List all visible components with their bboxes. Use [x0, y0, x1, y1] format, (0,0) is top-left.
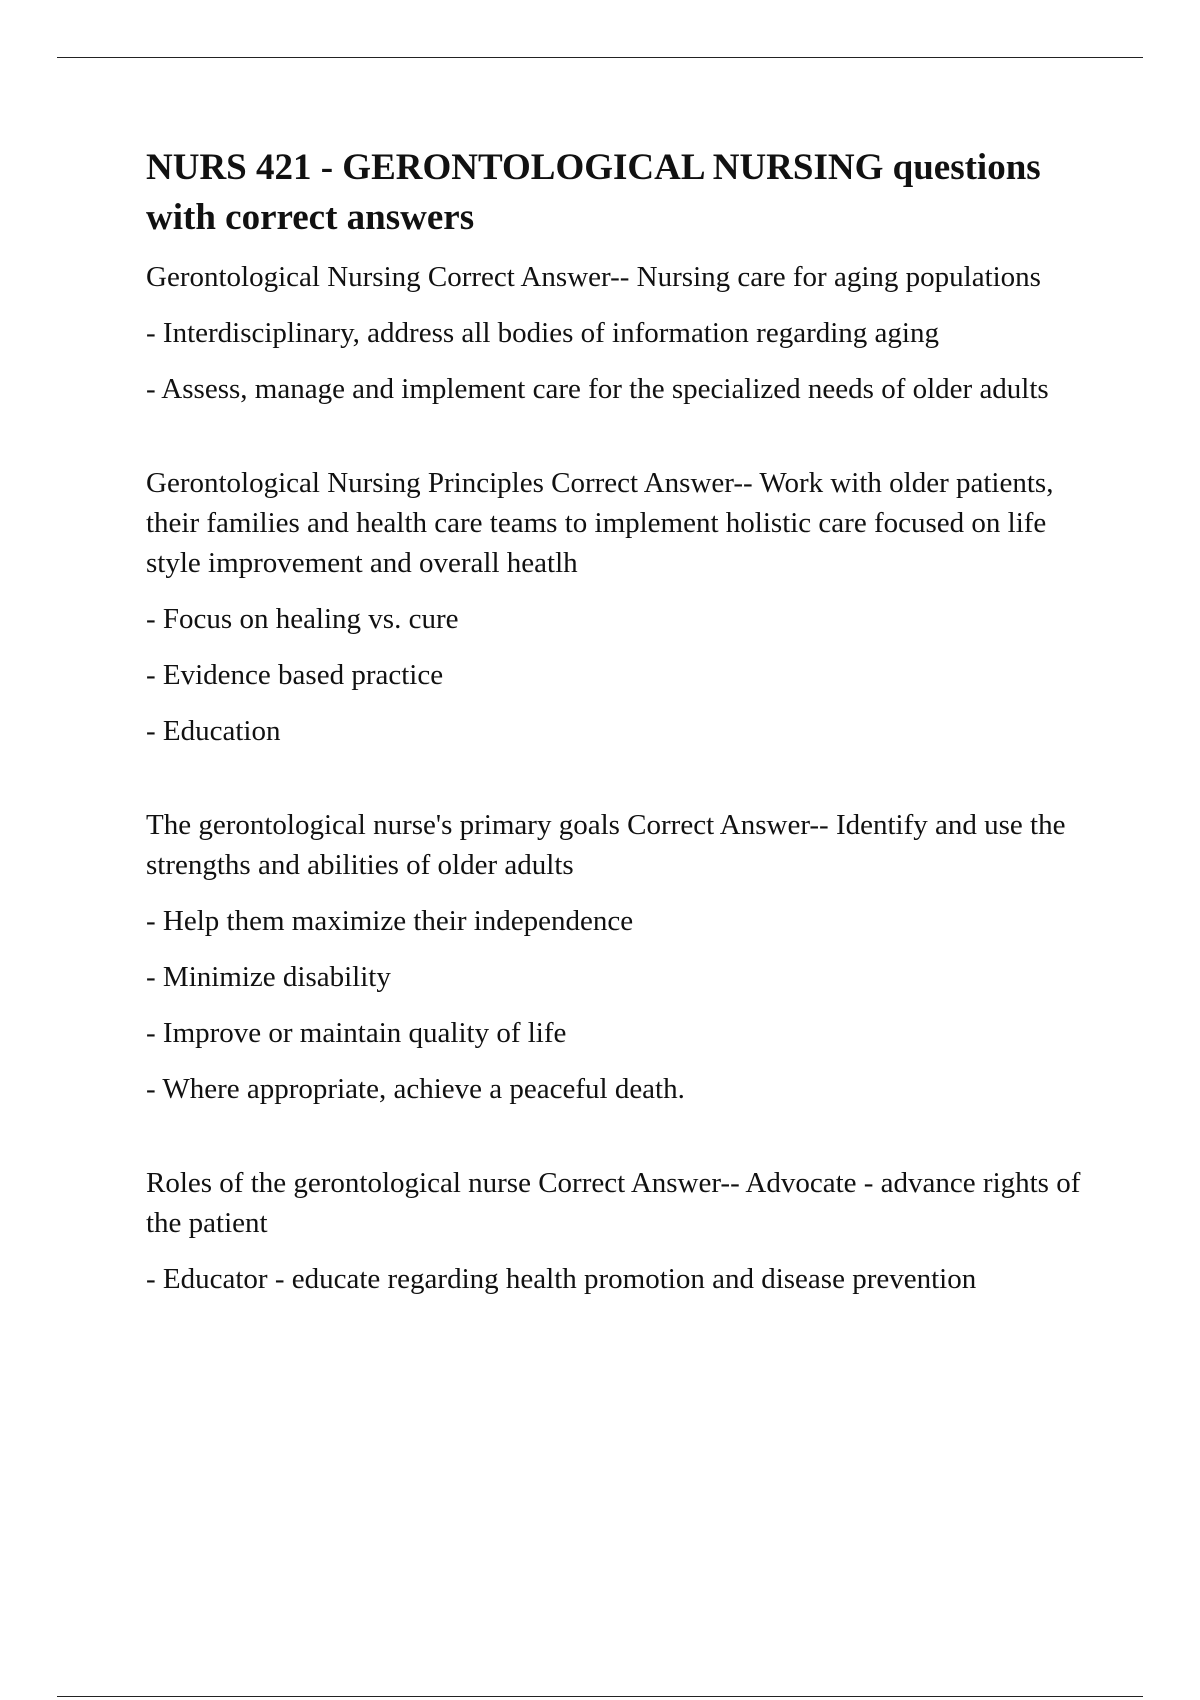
entry-3-point-1: - Help them maximize their independence [146, 905, 634, 937]
entry-2-point-3: - Education [146, 715, 281, 747]
document-title: NURS 421 - GERONTOLOGICAL NURSING questions with correct answers [146, 147, 1041, 238]
header-rule [57, 57, 1143, 58]
entry-4-point-1: - Educator - educate regarding health promotion and disease prevention [146, 1263, 977, 1295]
entry-2-point-1: - Focus on healing vs. cure [146, 603, 459, 635]
entry-3-point-2: - Minimize disability [146, 961, 391, 993]
entry-3-point-3: - Improve or maintain quality of life [146, 1017, 567, 1049]
entry-1-answer: Gerontological Nursing Correct Answer-- Nursing care for aging populations [146, 261, 1041, 293]
footer-rule [57, 1696, 1143, 1697]
entry-3-point-4: - Where appropriate, achieve a peaceful death. [146, 1073, 685, 1105]
entry-2-answer: Gerontological Nursing Principles Correct Answer-- Work with older patients, their families and health care teams to implement holistic care focused on life style improvement and overall heatlh [146, 467, 1054, 579]
qa-entry-1 [146, 257, 1086, 409]
entry-4-answer: Roles of the gerontological nurse Correct Answer-- Advocate - advance rights of the patient [146, 1167, 1081, 1239]
qa-entry-3 [146, 805, 1086, 1109]
entry-2-point-2: - Evidence based practice [146, 659, 444, 691]
entry-1-point-2: - Assess, manage and implement care for the specialized needs of older adults [146, 373, 1049, 405]
entry-1-point-1: - Interdisciplinary, address all bodies of information regarding aging [146, 317, 939, 349]
qa-entry-2 [146, 463, 1086, 751]
document-page [146, 143, 1086, 1353]
qa-entry-4 [146, 1163, 1086, 1299]
entry-3-answer: The gerontological nurse's primary goals Correct Answer-- Identify and use the strengths and abilities of older adults [146, 809, 1066, 881]
